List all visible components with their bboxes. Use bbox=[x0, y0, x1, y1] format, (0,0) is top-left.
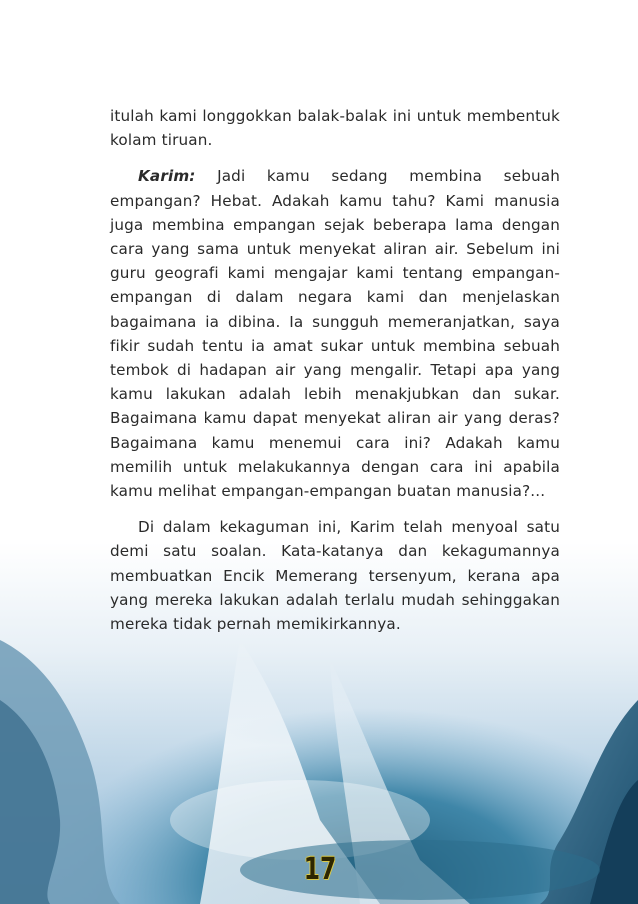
speaker-name: Karim: bbox=[138, 167, 196, 186]
paragraph-narration: Di dalam kekaguman ini, Karim telah menyoal satu demi satu soalan. Kata-katanya dan kekagumannya membuatkan Encik Memerang tersenyum, kerana apa yang mereka lakukan adalah terlalu mudah sehinggakan mereka tidak pernah memikirkannya. bbox=[110, 518, 560, 634]
story-text bbox=[110, 104, 560, 648]
paragraph-continuation: itulah kami longgokkan balak-balak ini untuk membentuk kolam tiruan. bbox=[110, 107, 560, 150]
page-number: 17 bbox=[303, 852, 337, 887]
paragraph-karim-dialogue bbox=[110, 164, 560, 503]
dialogue-text: Jadi kamu sedang membina sebuah empangan? Hebat. Adakah kamu tahu? Kami manusia juga membina empangan sejak beberapa lama dengan cara yang sama untuk menyekat aliran air. Sebelum ini guru geografi kami mengajar kami tentang empangan-empangan di dalam negara kami dan menjelaskan bagaimana ia dibina. Ia sungguh memeranjatkan, saya fikir sudah tentu ia amat sukar untuk membina sebuah tembok di hadapan air yang mengalir. Tetapi apa yang kamu lakukan adalah lebih menakjubkan dan sukar. Bagaimana kamu dapat menyekat aliran air yang deras? Bagaimana kamu menemui cara ini? Adakah kamu memilih untuk melakukannya dengan cara ini apabila kamu melihat empangan-empangan buatan manusia?... bbox=[110, 167, 560, 501]
